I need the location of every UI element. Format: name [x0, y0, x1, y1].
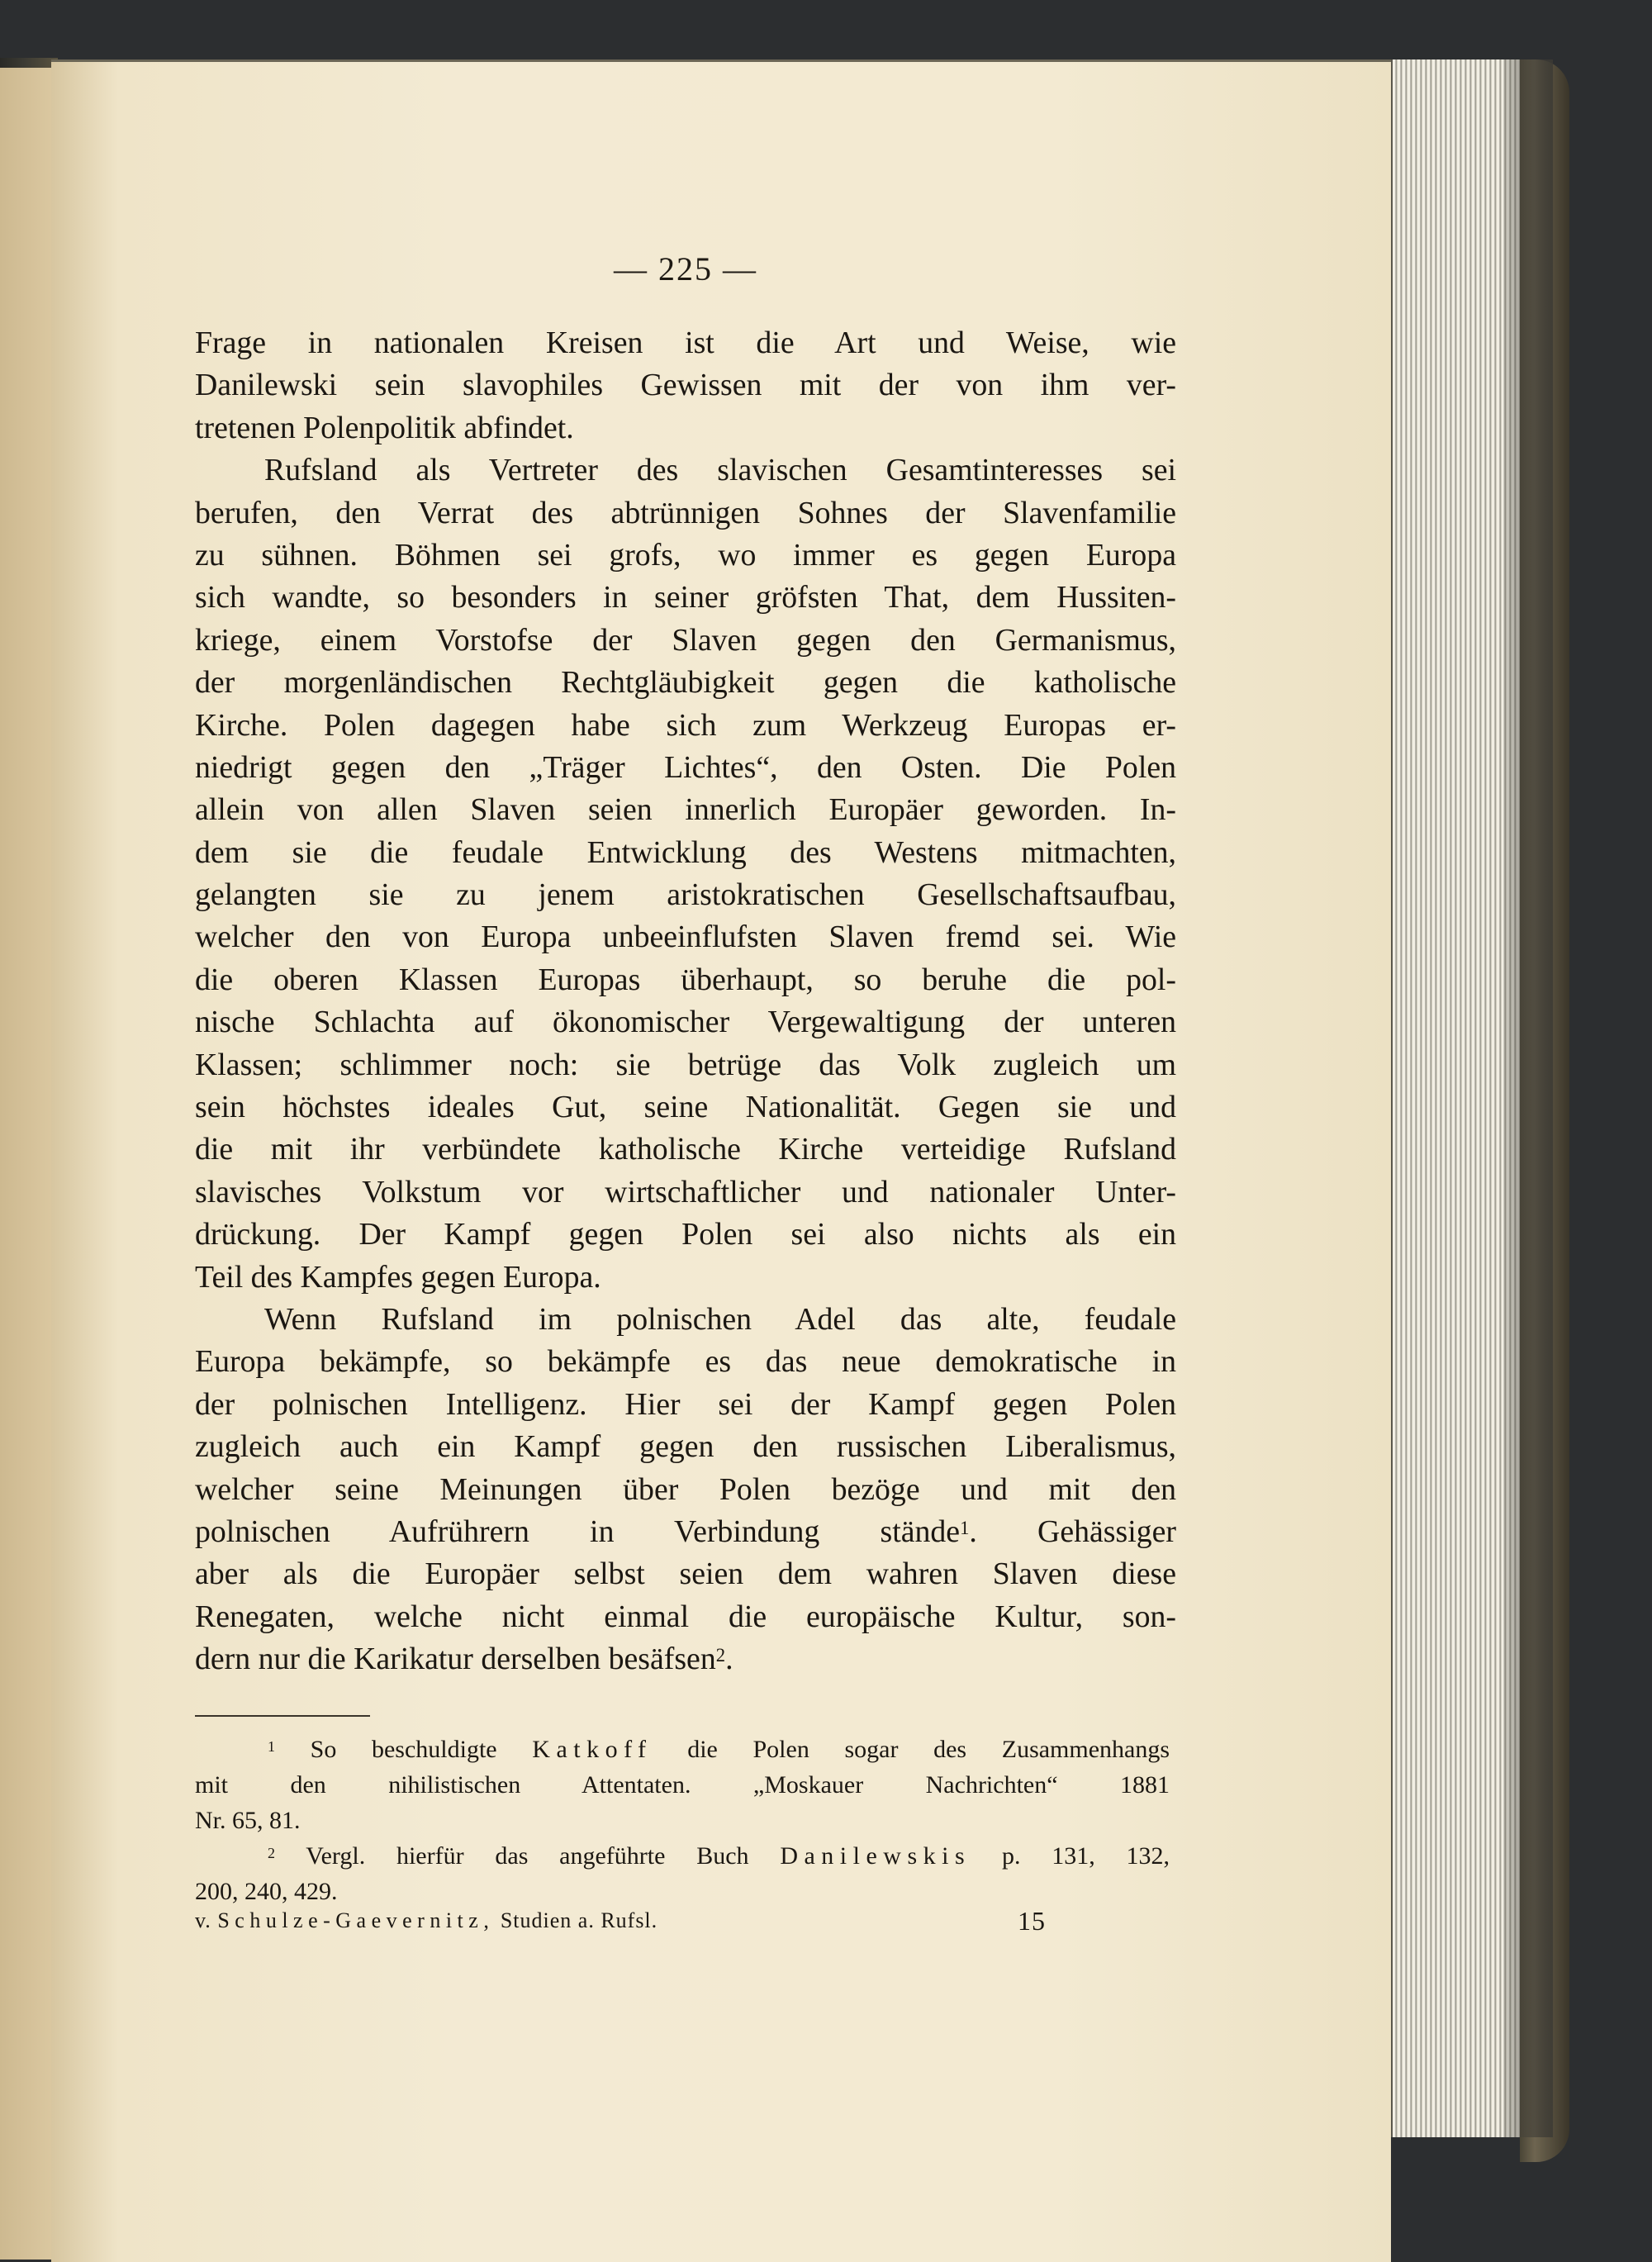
footnote-person: Danilewskis — [780, 1842, 971, 1870]
page-header-number: — 225 — — [614, 250, 757, 288]
footnotes — [195, 1732, 1170, 1909]
signature-prefix: v. — [195, 1908, 211, 1932]
text-segment: . Gehässiger — [969, 1514, 1176, 1549]
text-line: drückung. Der Kampf gegen Polen sei also nichts als ein — [195, 1217, 1176, 1252]
footnote-text: p. 131, 132, — [1001, 1842, 1170, 1870]
text-segment: dern nur die Karikatur derselben besäfsen — [195, 1642, 716, 1677]
text-line: Europa bekämpfe, so bekämpfe es das neue demokratische in — [195, 1344, 1176, 1380]
sheet-number: 15 — [1018, 1906, 1046, 1936]
text-line: zugleich auch ein Kampf gegen den russischen Liberalismus, — [195, 1429, 1176, 1465]
text-line: zu sühnen. Böhmen sei grofs, wo immer es gegen Europa — [195, 537, 1176, 573]
text-line: berufen, den Verrat des abtrünnigen Sohnes der Slavenfamilie — [195, 495, 1176, 530]
footnote-mark-2: 2 — [268, 1844, 275, 1861]
footnote-line: mit den nihilistischen Attentaten. „Moskauer Nachrichten“ 1881 — [195, 1771, 1170, 1799]
signature-title: Studien a. Rufsl. — [500, 1908, 658, 1932]
text-line: welcher seine Meinungen über Polen bezöge und mit den — [195, 1471, 1176, 1507]
text-line-with-footnote — [195, 1511, 1176, 1553]
footnote-text: Vergl. hierfür das angeführte Buch — [306, 1842, 749, 1870]
text-line: die oberen Klassen Europas überhaupt, so beruhe die pol- — [195, 962, 1176, 997]
text-segment: . — [725, 1642, 733, 1677]
text-line: Klassen; schlimmer noch: sie betrüge das Volk zugleich um — [195, 1047, 1176, 1082]
text-line: tretenen Polenpolitik abfindet. — [195, 410, 574, 445]
text-line: sein höchstes ideales Gut, seine Nationalität. Gegen sie und — [195, 1090, 1176, 1125]
footnote-2 — [195, 1838, 1170, 1874]
edge-shadow — [1503, 59, 1553, 2137]
text-line: sich wandte, so besonders in seiner gröfsten That, dem Hussiten- — [195, 580, 1176, 615]
text-line: nische Schlachta auf ökonomischer Vergewaltigung der unteren — [195, 1005, 1176, 1040]
text-line: slavisches Volkstum vor wirtschaftlicher und nationaler Unter- — [195, 1174, 1176, 1209]
text-line: Danilewski sein slavophiles Gewissen mit der von ihm ver- — [195, 368, 1176, 403]
text-line: Rufsland als Vertreter des slavischen Gesamtinteresses sei — [264, 453, 1176, 488]
text-line: der polnischen Intelligenz. Hier sei der Kampf gegen Polen — [195, 1386, 1176, 1422]
footnote-text: die Polen sogar des Zusammenhangs — [687, 1736, 1170, 1763]
footnote-1 — [195, 1732, 1170, 1767]
footnote-mark-1: 1 — [268, 1737, 275, 1755]
text-line: Kirche. Polen dagegen habe sich zum Werkzeug Europas er- — [195, 707, 1176, 743]
text-line: welcher den von Europa unbeeinflufsten Slaven fremd sei. Wie — [195, 920, 1176, 955]
footnote-line: Nr. 65, 81. — [195, 1807, 301, 1834]
text-line: dem sie die feudale Entwicklung des Westens mitmachten, — [195, 834, 1176, 870]
body-text — [195, 322, 1176, 1681]
signature-line — [195, 1900, 1046, 1941]
text-line: gelangten sie zu jenem aristokratischen Gesellschaftsaufbau, — [195, 877, 1176, 913]
text-line: Wenn Rufsland im polnischen Adel das alte, feudale — [264, 1301, 1176, 1337]
footnote-ref-2: 2 — [715, 1645, 726, 1666]
signature-author: Schulze-Gaevernitz, — [217, 1908, 495, 1932]
footnote-line: 200, 240, 429. — [195, 1878, 338, 1905]
footnote-person: Katkoff — [532, 1736, 653, 1763]
text-line: kriege, einem Vorstofse der Slaven gegen den Germanismus, — [195, 622, 1176, 658]
text-line: der morgenländischen Rechtgläubigkeit gegen die katholische — [195, 665, 1176, 701]
text-line: allein von allen Slaven seien innerlich Europäer geworden. In- — [195, 792, 1176, 828]
text-line: niedrigt gegen den „Träger Lichtes“, den Osten. Die Polen — [195, 749, 1176, 785]
text-segment: polnischen Aufrührern in Verbindung stände — [195, 1514, 961, 1549]
left-page-edge — [0, 68, 58, 2260]
footnote-text: So beschuldigte — [310, 1736, 497, 1763]
text-line-with-footnote — [195, 1638, 1176, 1680]
footnote-rule — [195, 1715, 370, 1717]
text-line: aber als die Europäer selbst seien dem wahren Slaven diese — [195, 1556, 1176, 1592]
text-line: die mit ihr verbündete katholische Kirche verteidige Rufsland — [195, 1132, 1176, 1167]
text-line: Renegaten, welche nicht einmal die europäische Kultur, son- — [195, 1599, 1176, 1634]
footnote-ref-1: 1 — [960, 1517, 970, 1538]
text-line: Teil des Kampfes gegen Europa. — [195, 1259, 601, 1295]
text-line: Frage in nationalen Kreisen ist die Art und Weise, wie — [195, 326, 1176, 360]
